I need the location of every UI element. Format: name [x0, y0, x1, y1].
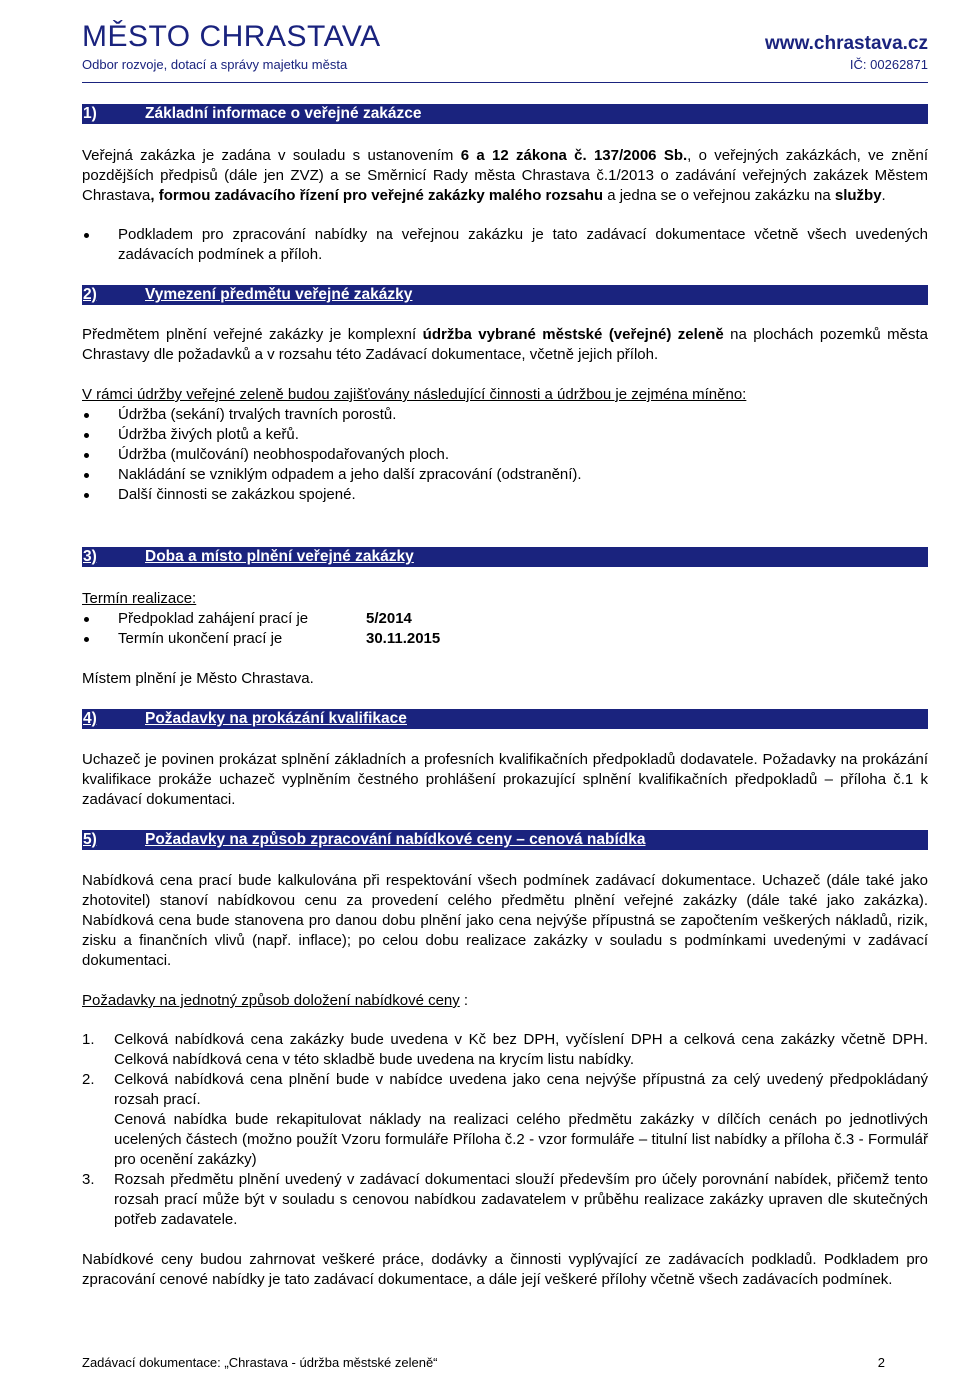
section-2-heading	[82, 285, 928, 305]
section-title: Požadavky na způsob zpracování nabídkové ceny – cenová nabídka	[145, 831, 646, 848]
list-item	[82, 1070, 928, 1170]
item-number: 3.	[82, 1171, 95, 1188]
s2-activity-list	[82, 405, 928, 505]
list-item: Údržba živých plotů a keřů.	[82, 425, 928, 445]
section-number: 1)	[83, 105, 97, 122]
document-page	[82, 18, 928, 1290]
text: Předmětem plnění veřejné zakázky je komplexní	[82, 326, 423, 343]
item-number: 2.	[82, 1071, 95, 1088]
list-item	[82, 1030, 928, 1070]
req-colon: :	[459, 992, 469, 1009]
section-title: Požadavky na prokázání kvalifikace	[145, 710, 407, 727]
text-bold: údržba vybrané městské (veřejné) zeleně	[422, 326, 724, 343]
start-value: 5/2014	[366, 610, 412, 627]
s3-dates	[82, 609, 928, 649]
page-number: 2	[877, 1355, 885, 1370]
s5-paragraph: Nabídková cena prací bude kalkulována při respektování všech podmínek zadávací dokumentace. Uchazeč (dále také jako zhotovitel) stanoví nabídkovou cenu za provedení celého předmětu plnění veřejné zakázky (dále také jako zakázka). Nabídková cena bude stanovena pro danou dobu plnění jako cena nejvýše přípustná se započtením veškerých nákladů, rizik, zisku a finančních vlivů (např. inflace); po celou dobu realizace zakázky v souladu s podmínkami uvedenými v zadávací dokumentaci.	[82, 872, 928, 969]
org-title: MĚSTO CHRASTAVA	[82, 20, 381, 53]
item-text: Celková nabídková cena plnění bude v nabídce uvedena jako cena nejvýše přípustná za celý uvedený předpokládaný rozsah prací.	[114, 1071, 928, 1108]
list-item	[82, 629, 928, 649]
list-item	[82, 609, 928, 629]
text: .	[881, 187, 886, 204]
start-label: Předpoklad zahájení prací je	[118, 610, 309, 627]
list-item: Údržba (sekání) trvalých travních porostů.	[82, 405, 928, 425]
letterhead	[82, 18, 928, 83]
item-text: Rozsah předmětu plnění uvedený v zadávací dokumentaci slouží především pro účely porovnání nabídek, přičemž tento rozsah prací může být v souladu s cenovou nabídkou zadavatelem v průběhu realizace zakázky upraven dle skutečných potřeb zadavatele.	[114, 1171, 928, 1228]
end-value: 30.11.2015	[366, 630, 441, 647]
list-item: Údržba (mulčování) neobhospodařovaných ploch.	[82, 445, 928, 465]
footer-title: Zadávací dokumentace: „Chrastava - údržba městské zeleně“	[82, 1355, 438, 1370]
s1-paragraph	[82, 146, 928, 206]
s3-term-label: Termín realizace:	[82, 590, 197, 607]
text-bold: , formou	[150, 187, 215, 204]
list-item: Další činnosti se zakázkou spojené.	[82, 485, 928, 505]
end-label: Termín ukončení prací je	[118, 630, 283, 647]
s4-paragraph: Uchazeč je povinen prokázat splnění základních a profesních kvalifikačních předpokladů dodavatele. Požadavky na prokázání kvalifikace prokáže uchazeč vyplněním čestného prohlášení prokazující splnění kvalifikačních předpokladů – příloha č.1 k zadávací dokumentaci.	[82, 751, 928, 808]
s5-closing: Nabídkové ceny budou zahrnovat veškeré práce, dodávky a činnosti vyplývající ze zadávacích podkladů. Podkladem pro zpracování cenové nabídky je tato zadávací dokumentace, a dále její veškeré přílohy včetně všech zadávacích podmínek.	[82, 1251, 928, 1288]
item-text: Cenová nabídka bude rekapitulovat náklady na realizaci celého předmětu zakázky v dílčích cenách po jednotlivých ucelených částech (možno použít Vzoru formuláře Příloha č.2 - vzor formuláře – titulní list nabídky a příloha č.3 - Formulář pro ocenění zakázky)	[114, 1111, 928, 1168]
item-number: 1.	[82, 1031, 95, 1048]
text-bold: 6 a 12 zákona č. 137/2006 Sb.	[460, 147, 688, 164]
section-1-heading	[82, 104, 928, 124]
text-bold: služby	[834, 187, 882, 204]
section-number: 3)	[83, 548, 97, 565]
section-title: Doba a místo plnění veřejné zakázky	[145, 548, 414, 565]
text-bold: zadávacího řízení pro veřejné zakázky malého rozsahu	[214, 187, 604, 204]
text: , o veřejných zakázkách, ve znění pozdějších předpisů (dále jen ZVZ) a se Směrnicí Rady města Chrastava č.1/2013 o zadávání veřejných zakázek Městem Chrastava	[82, 147, 928, 204]
req-label: Požadavky na jednotný způsob doložení nabídkové ceny	[82, 992, 460, 1009]
text: a jedna se o veřejnou zakázku na	[603, 187, 835, 204]
section-number: 2)	[83, 286, 97, 303]
section-title: Základní informace o veřejné zakázce	[145, 105, 422, 122]
list-item: Nakládání se vzniklým odpadem a jeho další zpracování (odstranění).	[82, 465, 928, 485]
s1-bullets	[82, 225, 928, 265]
s3-place: Místem plnění je Město Chrastava.	[82, 670, 314, 687]
org-subtitle: Odbor rozvoje, dotací a správy majetku města	[82, 57, 348, 72]
website-link[interactable]: www.chrastava.cz	[765, 33, 928, 54]
s2-paragraph	[82, 325, 928, 365]
section-title: Vymezení předmětu veřejné zakázky	[145, 286, 413, 303]
section-3-heading	[82, 547, 928, 567]
s5-req-heading	[82, 991, 928, 1011]
section-4-heading	[82, 709, 928, 729]
section-5-heading	[82, 830, 928, 850]
org-ic: IČ: 00262871	[849, 57, 928, 72]
s5-numbered-list	[82, 1030, 928, 1230]
text: na plochách pozemků města Chrastavy dle požadavků a v rozsahu této Zadávací dokumentace, včetně jejich příloh.	[82, 326, 928, 363]
section-number: 5)	[83, 831, 97, 848]
page-footer	[82, 1355, 885, 1370]
section-number: 4)	[83, 710, 97, 727]
list-item: Podkladem pro zpracování nabídky na veřejnou zakázku je tato zadávací dokumentace včetně všech uvedených zadávacích podmínek a příloh.	[82, 225, 928, 265]
item-text: Celková nabídková cena zakázky bude uvedena v Kč bez DPH, vyčíslení DPH a celková cena zakázky včetně DPH. Celková nabídková cena v této skladbě bude uvedena na krycím listu nabídky.	[114, 1031, 928, 1068]
s2-intro: V rámci údržby veřejné zeleně budou zajišťovány následující činnosti a údržbou je zejména míněno:	[82, 386, 747, 403]
list-item	[82, 1170, 928, 1230]
text: Veřejná zakázka je zadána v souladu s ustanovením	[82, 147, 461, 164]
